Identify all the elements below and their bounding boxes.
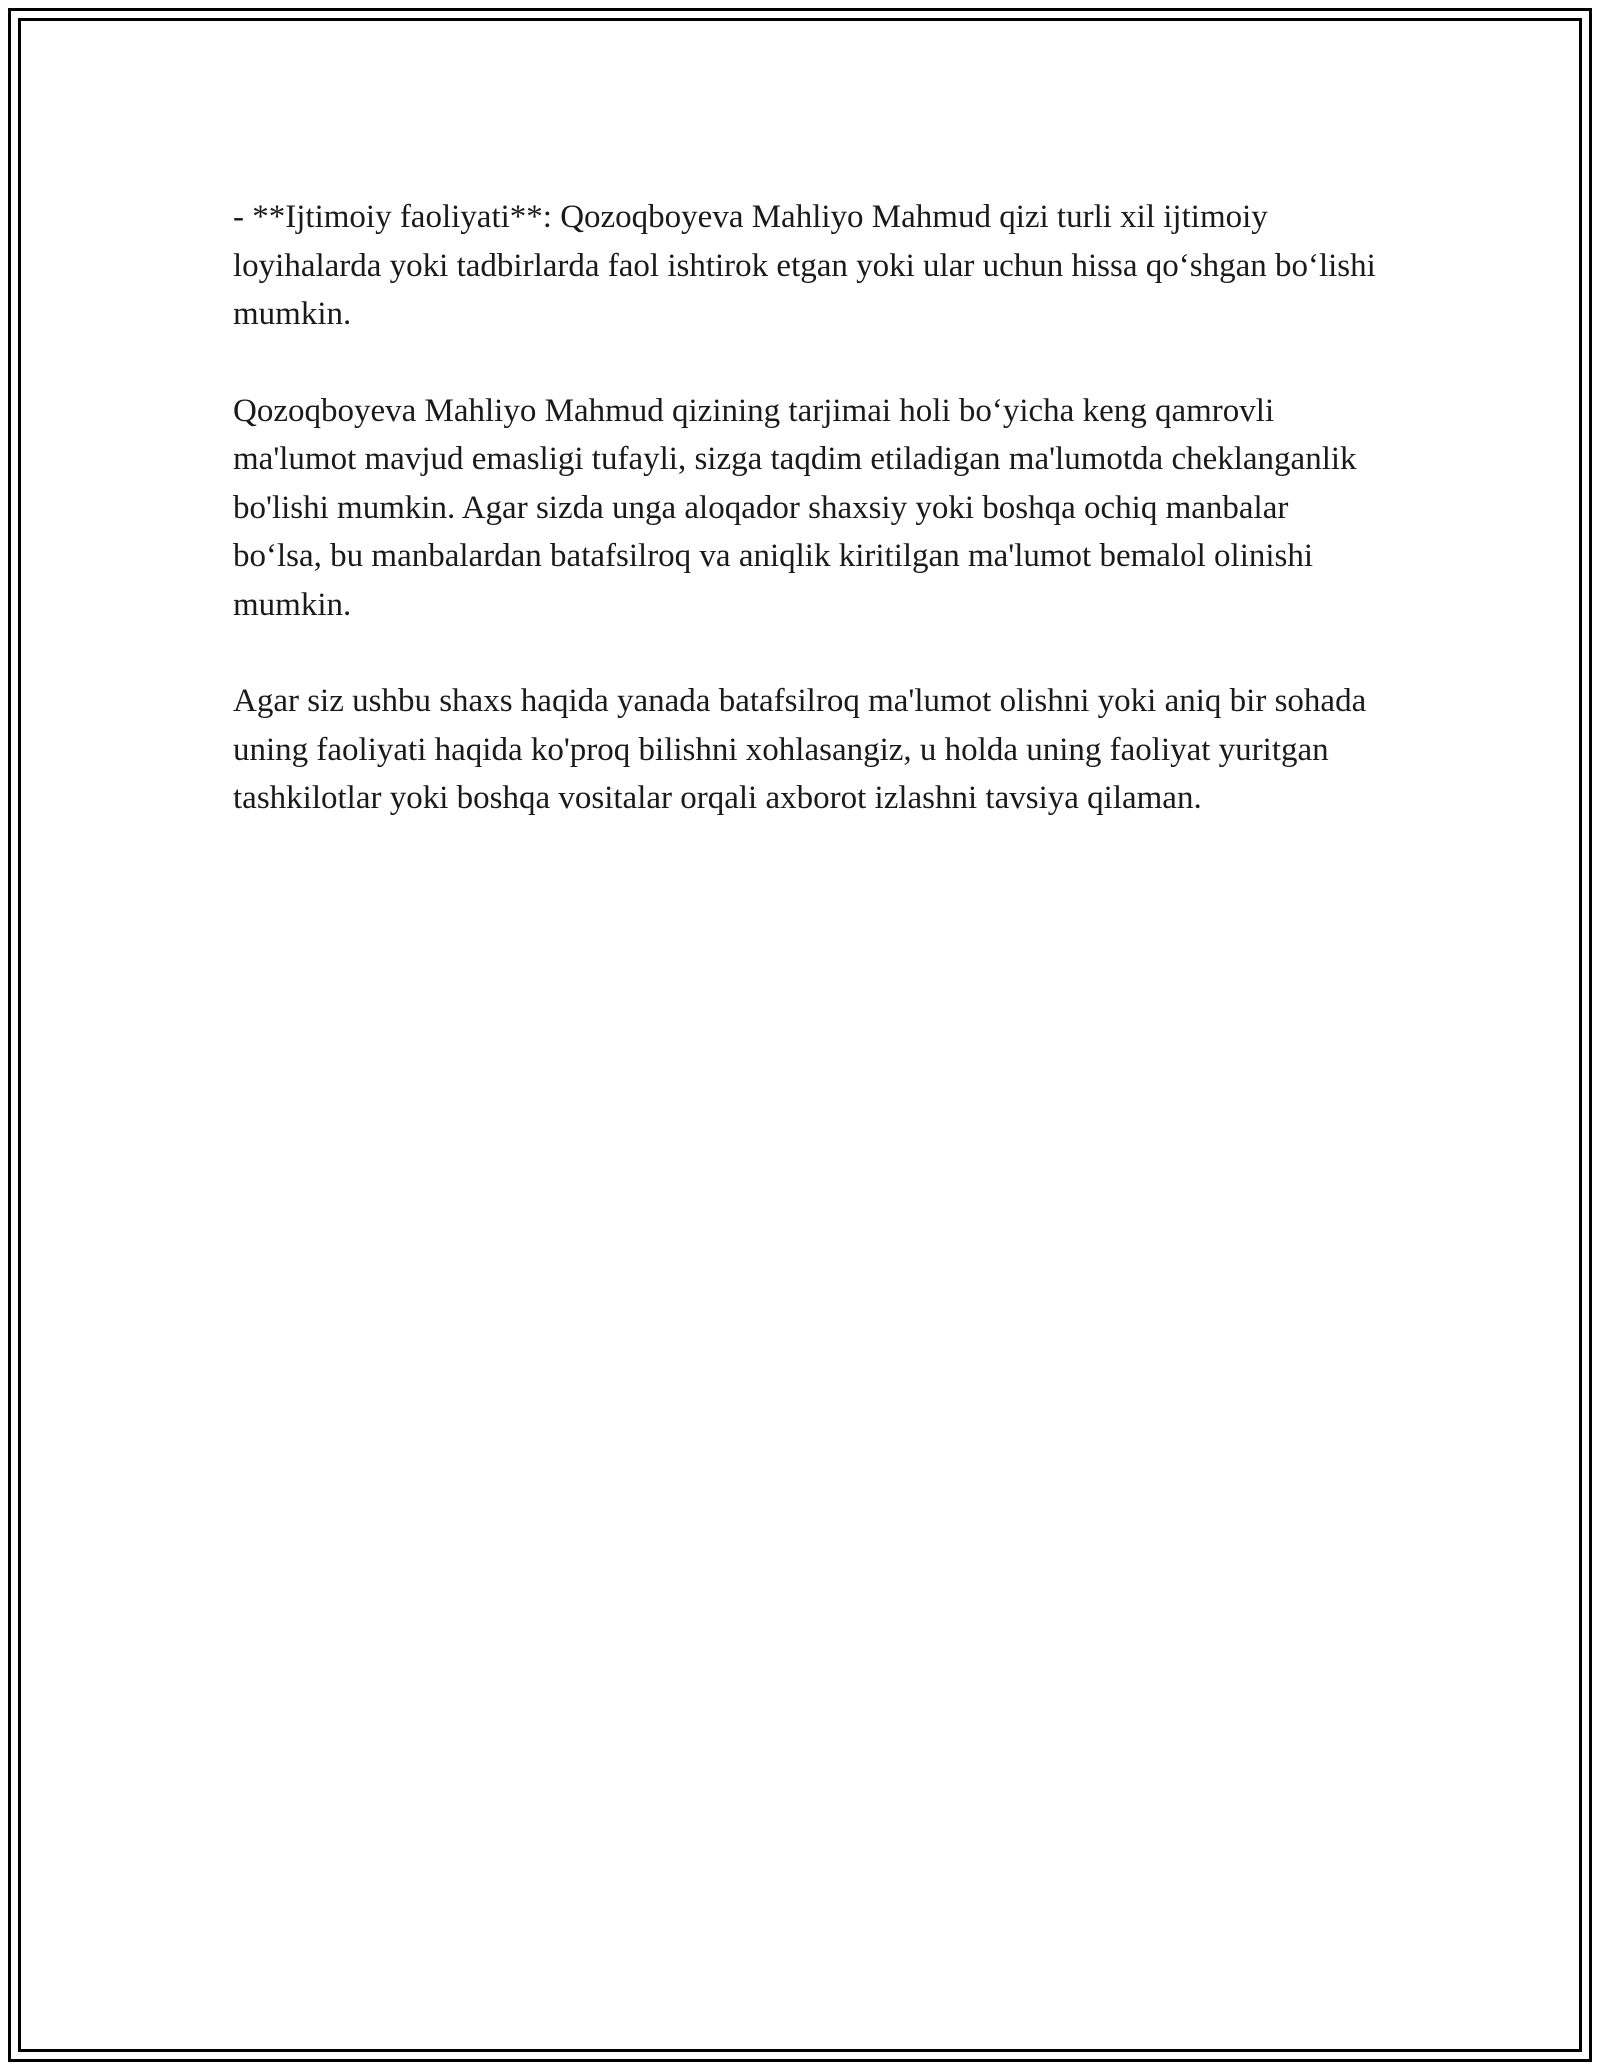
document-body <box>233 193 1383 871</box>
paragraph-recommendation: Agar siz ushbu shaxs haqida yanada batafsilroq ma'lumot olishni yoki aniq bir sohada uning faoliyati haqida ko'proq bilishni xohlasangiz, u holda uning faoliyat yuritgan tashkilotlar yoki boshqa vositalar orqali axborot izlashni tavsiya qilaman. <box>233 683 1367 816</box>
paragraph-social-activity: - **Ijtimoiy faoliyati**: Qozoqboyeva Mahliyo Mahmud qizi turli xil ijtimoiy loyihalarda yoki tadbirlarda faol ishtirok etgan yoki ular uchun hissa qo‘shgan bo‘lishi mumkin. <box>233 199 1376 332</box>
page-frame <box>8 8 1592 2062</box>
paragraph-limited-info: Qozoqboyeva Mahliyo Mahmud qizining tarjimai holi bo‘yicha keng qamrovli ma'lumot mavjud emasligi tufayli, sizga taqdim etiladigan ma'lumotda cheklanganlik bo'lishi mumkin. Agar sizda unga aloqador shaxsiy yoki boshqa ochiq manbalar bo‘lsa, bu manbalardan batafsilroq va aniqlik kiritilgan ma'lumot bemalol olinishi mumkin. <box>233 392 1357 623</box>
